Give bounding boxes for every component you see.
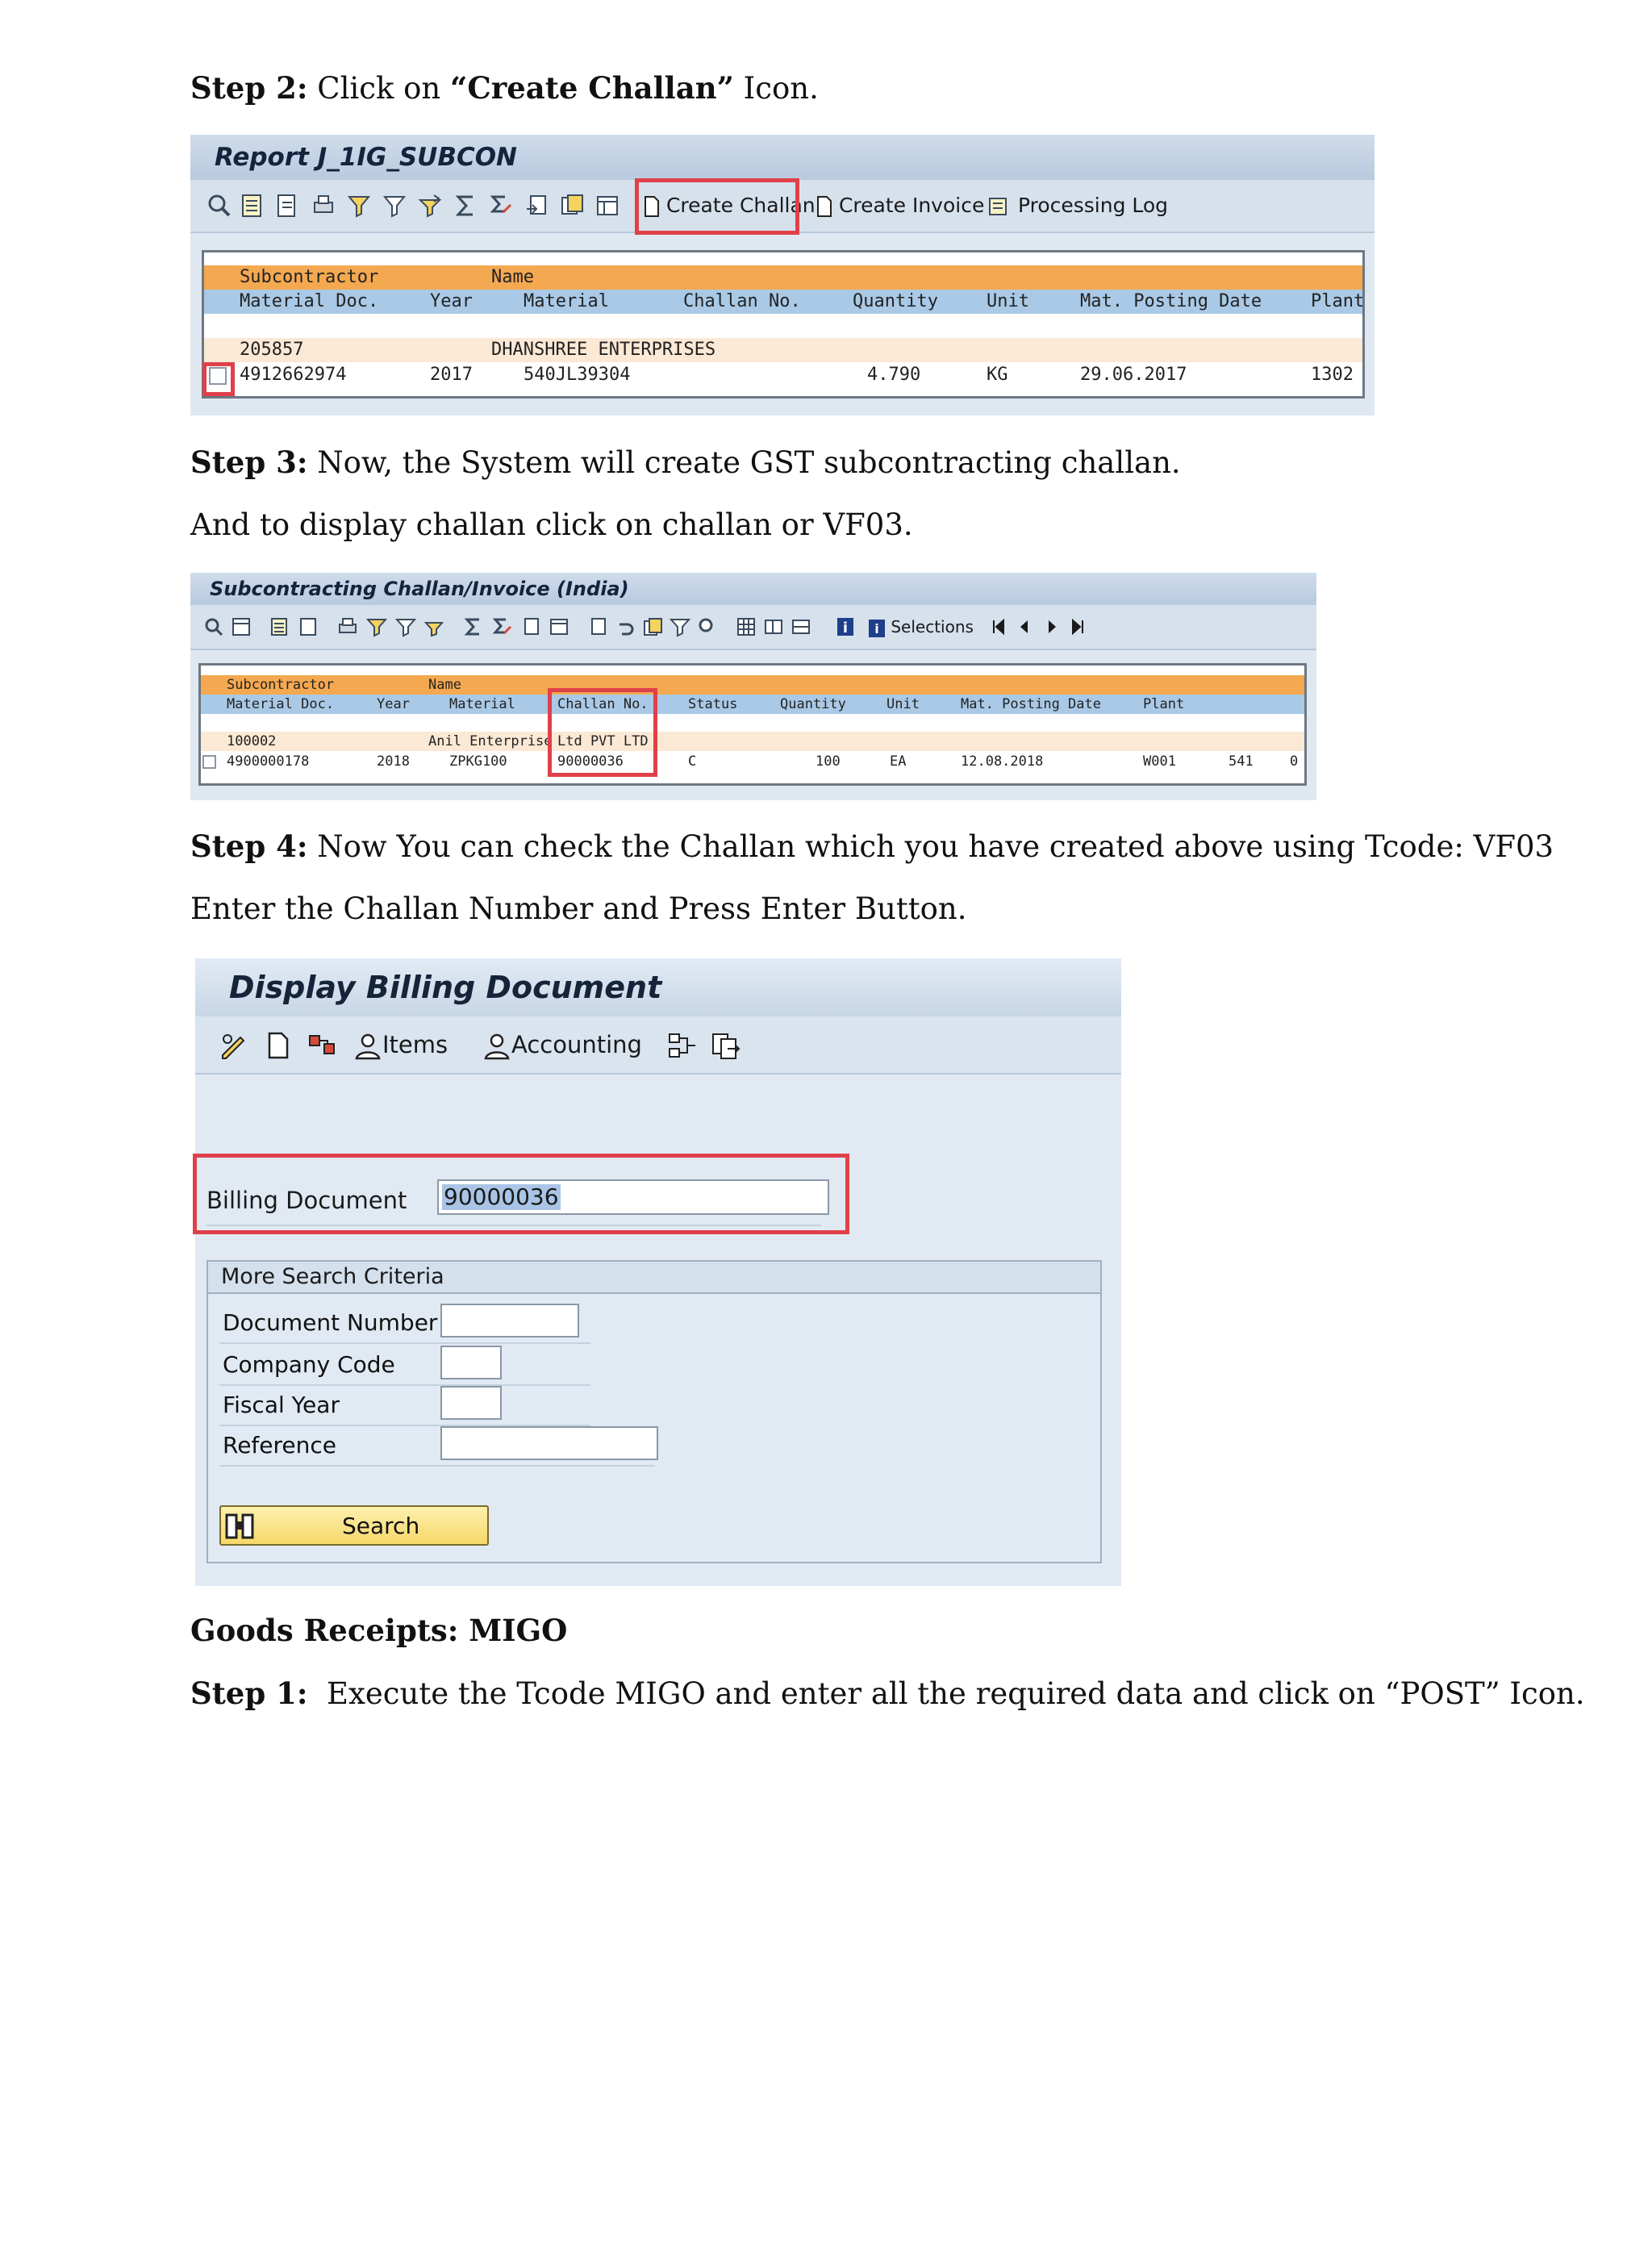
search-icon[interactable] — [697, 616, 718, 637]
person-icon — [482, 1032, 511, 1061]
step1-prefix: Step 1: — [190, 1676, 308, 1711]
filter-delete-icon[interactable] — [382, 193, 407, 219]
header-row-1 — [201, 675, 1304, 695]
more-search-criteria-title: More Search Criteria — [208, 1262, 1100, 1294]
subcontractor-cell: 100002 — [227, 733, 277, 749]
step3-paragraph — [190, 444, 1181, 482]
name-cell-continued: Ltd PVT LTD — [557, 733, 649, 749]
processing-log-button[interactable] — [987, 185, 1168, 227]
fiscal-year-input[interactable] — [440, 1386, 502, 1420]
header-subcontractor: Subcontractor — [240, 267, 379, 287]
billing-document-label: Billing Document — [206, 1187, 407, 1214]
col-challan-no[interactable]: Challan No. — [557, 696, 649, 712]
table-row[interactable] — [204, 338, 1362, 362]
checkbox-highlight — [202, 362, 235, 396]
challan-screenshot — [190, 573, 1316, 800]
sort-icon[interactable] — [418, 193, 442, 219]
info-icon[interactable] — [836, 616, 855, 637]
col-mat-posting-date[interactable]: Mat. Posting Date — [1080, 291, 1262, 311]
grid-icon[interactable] — [736, 616, 757, 637]
challan-no-highlight — [548, 688, 657, 777]
info-icon — [868, 619, 886, 638]
col-status[interactable]: Status — [688, 696, 738, 712]
company-code-input[interactable] — [440, 1346, 502, 1379]
svg-text:i: i — [874, 620, 879, 636]
report-toolbar — [190, 180, 1375, 233]
filter-icon[interactable] — [347, 193, 371, 219]
accounting-button[interactable] — [482, 1028, 642, 1062]
table-row[interactable] — [201, 751, 1304, 772]
selections-label: Selections — [891, 617, 974, 636]
material-doc-cell: 4912662974 — [240, 365, 347, 385]
col-year[interactable]: Year — [430, 291, 473, 311]
sum-icon[interactable] — [453, 193, 478, 219]
accounting-label: Accounting — [511, 1031, 642, 1058]
fiscal-year-row — [219, 1384, 590, 1426]
export-icon[interactable] — [524, 193, 549, 219]
step4-prefix: Step 4: — [190, 828, 308, 864]
header-name: Name — [491, 267, 534, 287]
company-code-label: Company Code — [223, 1351, 395, 1378]
col-plant[interactable]: Plant — [1143, 696, 1185, 712]
billing-screenshot — [195, 958, 1121, 1586]
challan-alv-grid — [198, 663, 1307, 786]
header-name: Name — [428, 677, 461, 693]
create-invoice-label: Create Invoice — [838, 194, 985, 217]
status-cell: C — [688, 753, 697, 770]
extra-cell: 541 — [1229, 753, 1254, 770]
material-cell: 540JL39304 — [524, 365, 631, 385]
header-row-2 — [204, 290, 1365, 314]
print-preview-icon[interactable] — [298, 616, 319, 637]
create-challan-highlight — [635, 178, 799, 235]
header-subcontractor: Subcontractor — [227, 677, 335, 693]
step2-paragraph — [190, 69, 819, 107]
details-icon[interactable] — [240, 193, 263, 219]
col-mat-posting-date[interactable]: Mat. Posting Date — [961, 696, 1101, 712]
subtotal-icon[interactable] — [492, 616, 513, 637]
table-row[interactable] — [204, 362, 1362, 388]
next-page-icon[interactable] — [1044, 618, 1060, 636]
report-alv-grid — [202, 250, 1365, 399]
row-select-checkbox[interactable] — [202, 755, 216, 769]
unit-cell: KG — [987, 365, 1008, 385]
export-icon[interactable] — [519, 616, 540, 637]
sum-icon[interactable] — [463, 616, 484, 637]
layout-icon[interactable] — [549, 616, 569, 637]
layout-icon[interactable] — [595, 193, 620, 219]
refresh-icon[interactable] — [206, 193, 232, 219]
material-cell: ZPKG100 — [449, 753, 507, 770]
col-material[interactable]: Material — [449, 696, 515, 712]
save-layout-icon[interactable] — [587, 616, 608, 637]
hierarchy-icon[interactable] — [666, 1031, 699, 1060]
name-cell: DHANSHREE ENTERPRISES — [491, 340, 716, 360]
reference-row — [219, 1425, 655, 1467]
material-doc-cell: 4900000178 — [227, 753, 310, 770]
binoculars-icon — [224, 1512, 255, 1541]
header-row-1 — [204, 265, 1362, 290]
col-material-doc[interactable]: Material Doc. — [240, 291, 379, 311]
search-button-label: Search — [342, 1513, 420, 1539]
col-quantity[interactable]: Quantity — [780, 696, 846, 712]
print-preview-icon[interactable] — [276, 193, 298, 219]
goods-receipts-heading: Goods Receipts: MIGO — [190, 1613, 568, 1648]
name-cell: Anil Enterprise — [428, 733, 553, 749]
items-button[interactable] — [353, 1028, 448, 1062]
unit-cell: EA — [890, 753, 907, 770]
document-number-input[interactable] — [440, 1304, 579, 1338]
filter-icon[interactable] — [670, 616, 690, 637]
reference-label: Reference — [223, 1432, 336, 1459]
last-page-icon[interactable] — [1070, 618, 1086, 636]
col-unit[interactable]: Unit — [886, 696, 920, 712]
challan-title: Subcontracting Challan/Invoice (India) — [190, 573, 1316, 605]
spreadsheet-icon[interactable] — [642, 616, 663, 637]
step2-prefix: Step 2: — [190, 70, 308, 106]
create-invoice-button[interactable] — [816, 185, 984, 227]
step1-paragraph — [190, 1675, 1585, 1713]
first-page-icon[interactable] — [991, 618, 1007, 636]
processing-log-label: Processing Log — [1017, 194, 1169, 217]
copy-document-icon[interactable] — [710, 1031, 742, 1060]
step2-text-a: Click on — [307, 71, 451, 106]
report-title: Report J_1IG_SUBCON — [190, 135, 1375, 180]
search-button[interactable] — [219, 1505, 489, 1546]
enter-paragraph: Enter the Challan Number and Press Enter Button. — [190, 891, 967, 926]
mat-posting-date-cell: 29.06.2017 — [1080, 365, 1187, 385]
filter-icon[interactable] — [366, 616, 387, 637]
billing-document-value: 90000036 — [444, 1183, 559, 1210]
print-icon[interactable] — [311, 193, 336, 219]
rows-icon[interactable] — [791, 616, 811, 637]
challan-toolbar — [190, 605, 1316, 650]
refresh-icon[interactable] — [203, 616, 224, 637]
document-icon — [816, 195, 832, 218]
col-unit[interactable]: Unit — [987, 291, 1029, 311]
step1-text: Execute the Tcode MIGO and enter all the required data and click on “POST” Icon. — [307, 1676, 1585, 1711]
step2-text-b: Icon. — [733, 71, 819, 106]
billing-document-highlight — [193, 1154, 849, 1234]
document-flow-icon[interactable] — [307, 1031, 339, 1060]
items-label: Items — [382, 1031, 448, 1058]
subcontractor-cell: 205857 — [240, 340, 304, 360]
mat-posting-date-cell: 12.08.2018 — [961, 753, 1044, 770]
window-icon[interactable] — [231, 616, 252, 637]
col-year[interactable]: Year — [377, 696, 410, 712]
challan-no-cell[interactable]: 90000036 — [557, 753, 624, 770]
selections-button[interactable] — [868, 613, 974, 641]
col-quantity[interactable]: Quantity — [853, 291, 938, 311]
plant-cell: W001 — [1143, 753, 1176, 770]
display-paragraph: And to display challan click on challan or VF03. — [190, 507, 913, 542]
filter-delete-icon[interactable] — [395, 616, 416, 637]
report-screenshot — [190, 135, 1375, 415]
col-material-doc[interactable]: Material Doc. — [227, 696, 335, 712]
create-challan-label: Create Challan — [665, 194, 816, 217]
step4-paragraph — [190, 828, 1554, 866]
fiscal-year-label: Fiscal Year — [223, 1392, 340, 1418]
columns-icon[interactable] — [763, 616, 784, 637]
document-number-row — [219, 1302, 590, 1344]
billing-title: Display Billing Document — [195, 958, 1121, 1016]
reference-input[interactable] — [440, 1426, 658, 1460]
print-icon[interactable] — [337, 616, 358, 637]
quantity-cell: 100 — [816, 753, 841, 770]
company-code-row — [219, 1344, 590, 1386]
details-icon[interactable] — [269, 616, 290, 637]
step2-bold: “Create Challan” — [450, 70, 734, 106]
col-challan-no[interactable]: Challan No. — [683, 291, 801, 311]
year-cell: 2017 — [430, 365, 473, 385]
undo-icon[interactable] — [615, 616, 636, 637]
log-icon — [987, 195, 1012, 218]
person-icon — [353, 1032, 382, 1061]
year-cell: 2018 — [377, 753, 410, 770]
plant-cell: 1302 — [1311, 365, 1354, 385]
previous-page-icon[interactable] — [1016, 618, 1032, 636]
more-search-criteria-group — [206, 1260, 1102, 1563]
step3-text: Now, the System will create GST subcontracting challan. — [307, 445, 1181, 480]
sort-icon[interactable] — [424, 616, 445, 637]
pencil-glasses-icon[interactable] — [218, 1031, 250, 1060]
svg-text:i: i — [842, 620, 849, 636]
spreadsheet-icon[interactable] — [560, 193, 584, 219]
col-plant[interactable]: Plant — [1311, 291, 1365, 311]
document-number-label: Document Number — [223, 1309, 438, 1336]
step3-prefix: Step 3: — [190, 444, 308, 480]
quantity-cell: 4.790 — [867, 365, 921, 385]
billing-toolbar — [195, 1016, 1121, 1075]
extra-cell: 0 — [1290, 753, 1299, 770]
header-row-2 — [201, 695, 1304, 714]
table-row[interactable] — [201, 732, 1304, 751]
col-material[interactable]: Material — [524, 291, 609, 311]
document-icon[interactable] — [266, 1031, 290, 1060]
step4-text: Now You can check the Challan which you have created above using Tcode: VF03 — [307, 829, 1554, 864]
subtotal-icon[interactable] — [489, 193, 513, 219]
